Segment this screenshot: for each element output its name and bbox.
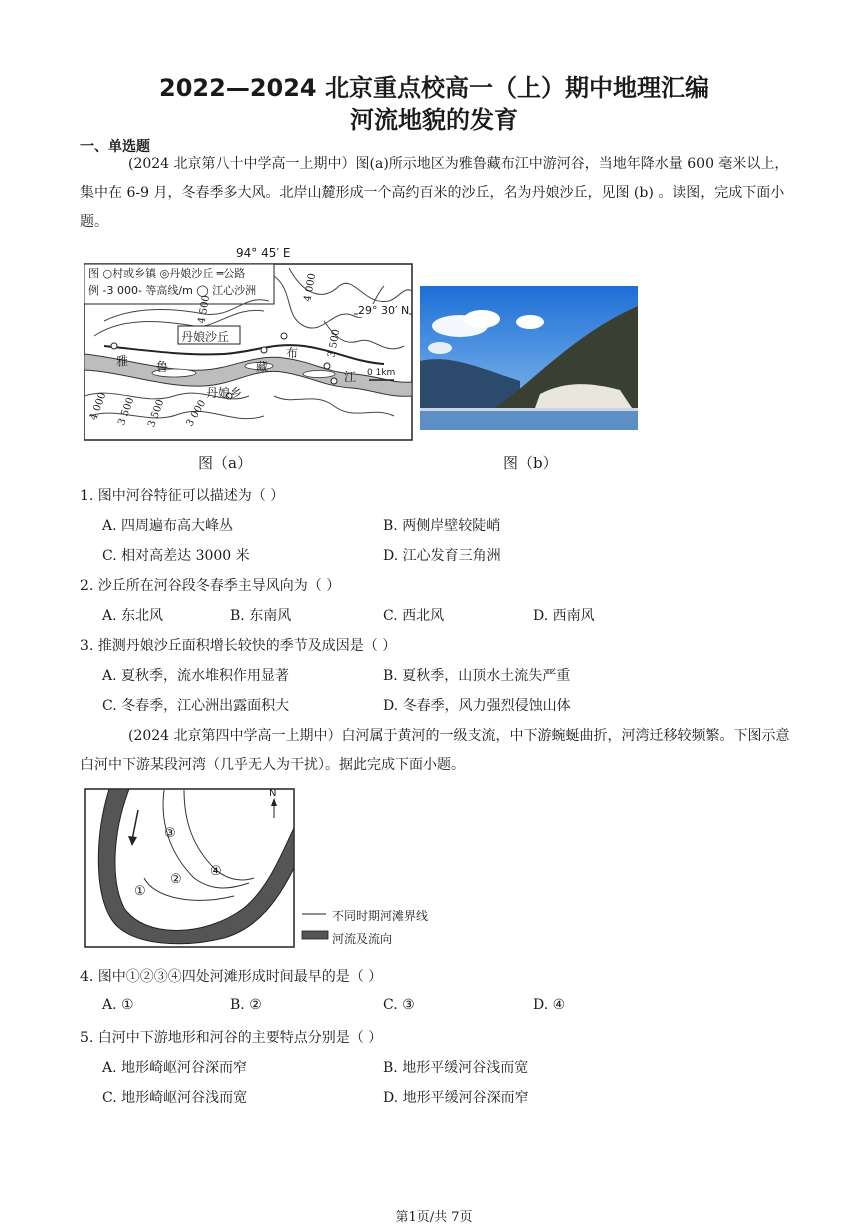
- scale-label: 0 1km: [367, 368, 396, 378]
- contour-label: 3 000: [184, 398, 209, 429]
- q4-option-c[interactable]: C. ③: [383, 997, 415, 1013]
- river-char-2: 鲁: [156, 360, 169, 374]
- photo-b: [420, 286, 638, 434]
- question-1: 1. 图中河谷特征可以描述为（ ）: [80, 488, 285, 504]
- q2-option-c[interactable]: C. 西北风: [383, 608, 445, 624]
- dune-label: 丹娘沙丘: [181, 330, 230, 344]
- contour-label: 3 500: [116, 396, 137, 427]
- contour-label: 3 500: [146, 398, 167, 429]
- river-char-3: 藏: [256, 360, 269, 374]
- page-title: 2022—2024 北京重点校高一（上）期中地理汇编: [159, 74, 709, 102]
- legend-symbols: [300, 906, 330, 946]
- q2-option-b[interactable]: B. 东南风: [230, 608, 292, 624]
- label-3: ③: [164, 826, 176, 841]
- q1-option-c[interactable]: C. 相对高差达 3000 米: [102, 548, 250, 564]
- q1-option-d[interactable]: D. 江心发育三角洲: [383, 548, 501, 564]
- contour-label: 4 000: [302, 272, 319, 303]
- legend-boundary-label: 不同时期河滩界线: [332, 909, 429, 923]
- q5-option-a[interactable]: A. 地形崎岖河谷深而窄: [102, 1060, 248, 1076]
- north-label: N: [269, 788, 277, 799]
- question-5: 5. 白河中下游地形和河谷的主要特点分别是（ ）: [80, 1030, 383, 1046]
- contour-label: 4 500: [196, 294, 213, 325]
- legend-river-label: 河流及流向: [332, 932, 393, 946]
- q5-option-b[interactable]: B. 地形平缓河谷浅而宽: [383, 1060, 529, 1076]
- q4-option-a[interactable]: A. ①: [102, 997, 134, 1013]
- map-a-figure: [84, 246, 414, 446]
- label-1: ①: [134, 884, 146, 899]
- q5-option-d[interactable]: D. 地形平缓河谷深而窄: [383, 1090, 529, 1106]
- figure-b-caption: 图（b）: [503, 454, 558, 472]
- q3-option-c[interactable]: C. 冬春季，江心洲出露面积大: [102, 698, 290, 714]
- passage-2: (2024 北京第四中学高一上期中）白河属于黄河的一级支流，中下游蜿蜒曲折，河湾迁移较频繁。下图示意白河中下游某段河湾（几乎无人为干扰）。据此完成下面小题。: [80, 728, 790, 773]
- q1-option-a[interactable]: A. 四周遍布高大峰丛: [102, 518, 234, 534]
- q2-option-a[interactable]: A. 东北风: [102, 608, 164, 624]
- passage-1: (2024 北京第八十中学高一上期中）图(a)所示地区为雅鲁藏布江中游河谷，当地年降水量 600 毫米以上，集中在 6-9 月，冬春季多大风。北岸山麓形成一个高约百米的沙丘，名为丹娘沙丘，见图 (b) 。读图，完成下面小题。: [80, 156, 789, 230]
- contour-label: 4 000: [88, 391, 109, 422]
- label-2: ②: [170, 872, 182, 887]
- page-subtitle: 河流地貌的发育: [350, 106, 518, 134]
- q5-option-c[interactable]: C. 地形崎岖河谷浅而宽: [102, 1090, 248, 1106]
- q4-option-d[interactable]: D. ④: [533, 997, 566, 1013]
- figure-a-caption: 图（a）: [198, 454, 252, 472]
- town-label: 丹娘乡: [206, 386, 243, 400]
- river-meander-figure: [84, 788, 296, 954]
- question-2: 2. 沙丘所在河谷段冬春季主导风向为（ ）: [80, 578, 341, 594]
- q3-option-b[interactable]: B. 夏秋季，山顶水土流失严重: [383, 668, 571, 684]
- contour-label: 3 500: [326, 328, 343, 359]
- map-legend-line1: 图 ○村或乡镇 ◎丹娘沙丘 ═公路: [88, 267, 246, 280]
- q3-option-d[interactable]: D. 冬春季，风力强烈侵蚀山体: [383, 698, 571, 714]
- river-char-1: 雅: [116, 354, 129, 368]
- q2-option-d[interactable]: D. 西南风: [533, 608, 595, 624]
- page-number: 第1页/共 7页: [395, 1210, 473, 1225]
- map-legend-line2: 例 -3 000- 等高线/m ◯ 江心沙洲: [88, 284, 257, 297]
- river-meander-diagram: [84, 788, 296, 950]
- longitude-label: 94° 45′ E: [236, 246, 291, 260]
- q3-option-a[interactable]: A. 夏秋季，流水堆积作用显著: [102, 668, 290, 684]
- river-char-4: 布: [286, 346, 299, 360]
- latitude-label: 29° 30′ N: [358, 304, 410, 317]
- question-4: 4. 图中①②③④四处河滩形成时间最早的是（ ）: [80, 969, 383, 985]
- q4-option-b[interactable]: B. ②: [230, 997, 262, 1013]
- river-char-5: 江: [344, 370, 357, 384]
- landscape-photo: [420, 286, 638, 430]
- diagram-legend: [300, 906, 429, 950]
- q1-option-b[interactable]: B. 两侧岸壁较陡峭: [383, 518, 501, 534]
- section-heading: 一、单选题: [80, 139, 150, 155]
- label-4: ④: [210, 864, 222, 879]
- question-3: 3. 推测丹娘沙丘面积增长较快的季节及成因是（ ）: [80, 638, 397, 654]
